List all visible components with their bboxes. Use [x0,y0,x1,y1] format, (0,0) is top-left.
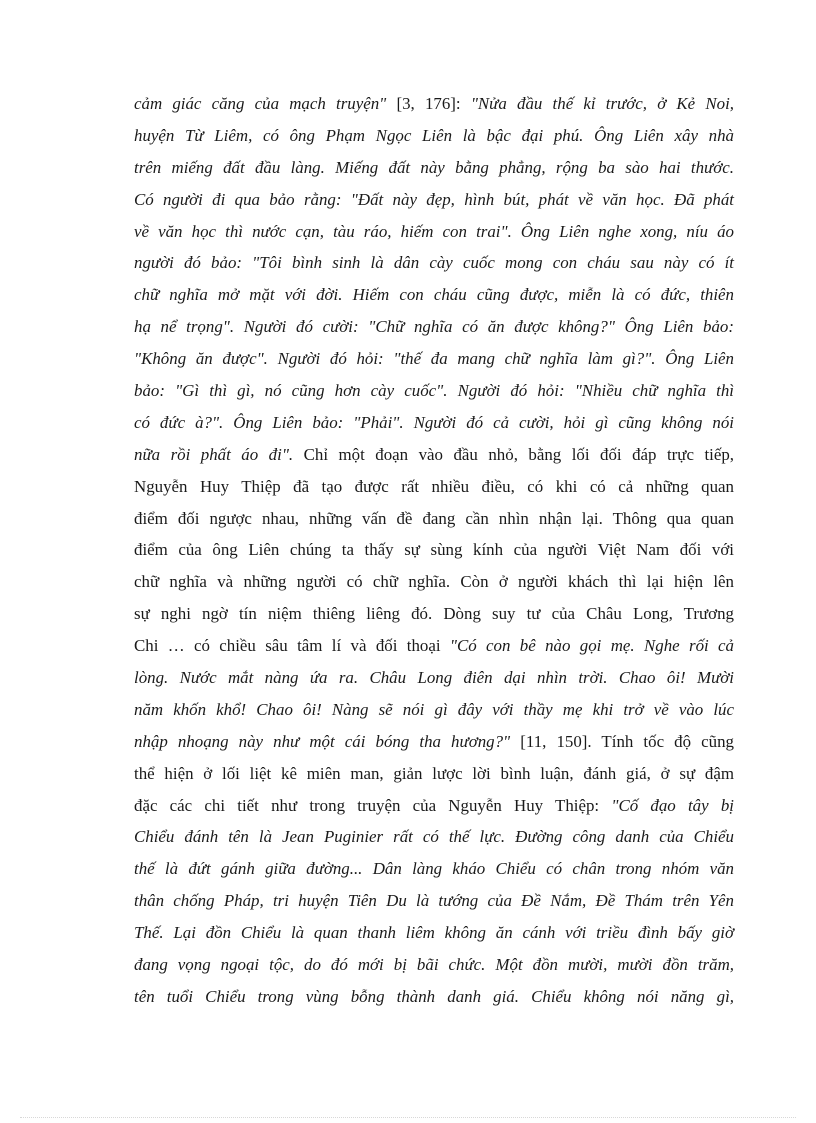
page-bottom-rule [20,1117,796,1118]
body-text-segment: đặc các chi tiết như trong truyện của Nguyễn Huy Thiệp: [134,795,612,815]
italic-quote-segment: Thế. Lại đồn Chiểu là quan thanh liêm không ăn cánh với triều đình bấy giờ [134,923,734,943]
italic-quote-segment: nữa rồi phất áo đi". [134,444,294,464]
italic-quote-segment: năm khốn khổ! Chao ôi! Nàng sẽ nói gì đây với thầy mẹ khi trở về vào lúc [134,699,734,719]
text-line [134,88,734,120]
text-line [134,439,734,471]
italic-quote-segment: người đó bảo: "Tôi bình sinh là dân cày cuốc mong con cháu sau này có ít [134,253,734,273]
text-line [134,343,734,375]
text-line [134,853,734,885]
italic-quote-segment: đang vọng ngoại tộc, do đó mới bị bãi chức. Một đồn mười, mười đồn trăm, [134,955,734,975]
text-line [134,726,734,758]
text-line [134,152,734,184]
text-line [134,694,734,726]
italic-quote-segment: về văn học thì nước cạn, tàu ráo, hiếm con trai". Ông Liên nghe xong, níu áo [134,221,734,241]
italic-quote-segment: "Không ăn được". Người đó hỏi: "thế đa mang chữ nghĩa làm gì?". Ông Liên [134,349,734,369]
body-text [134,88,734,1013]
text-line [134,885,734,917]
text-line [134,247,734,279]
text-line [134,311,734,343]
text-line [134,790,734,822]
body-text-segment: [3, 176]: [386,94,471,113]
italic-quote-segment: "Cố đạo tây bị [611,795,734,815]
italic-quote-segment: có đức à?". Ông Liên bảo: "Phải". Người đó cả cười, hỏi gì cũng không nói [134,412,734,432]
italic-quote-segment: lòng. Nước mắt nàng ứa ra. Châu Long điên dại nhìn trời. Chao ôi! Mười [134,668,734,688]
italic-quote-segment: tên tuổi Chiểu trong vùng bỗng thành danh giá. Chiểu không nói năng gì, [134,986,734,1006]
italic-quote-segment: bảo: "Gì thì gì, nó cũng hơn cày cuốc". Người đó hỏi: "Nhiều chữ nghĩa thì [134,381,734,401]
text-line [134,471,734,503]
text-line [134,566,734,598]
body-text-segment: Nguyễn Huy Thiệp đã tạo được rất nhiều điều, có khi có cả những quan [134,476,734,496]
italic-quote-segment: chữ nghĩa mở mặt với đời. Hiếm con cháu cũng được, miễn là có đức, thiên [134,285,734,305]
body-text-segment: chữ nghĩa và những người có chữ nghĩa. Còn ở người khách thì lại hiện lên [134,572,734,592]
text-line [134,375,734,407]
body-text-segment: Chỉ một đoạn vào đầu nhỏ, bằng lối đối đáp trực tiếp, [293,444,734,464]
body-text-segment: điểm của ông Liên chúng ta thấy sự sùng kính của người Việt Nam đối với [134,540,734,560]
italic-quote-segment: Có người đi qua bảo rằng: "Đất này đẹp, hình bút, phát về văn học. Đã phát [134,189,734,209]
text-line [134,630,734,662]
italic-quote-segment: Chiểu đánh tên là Jean Puginier rất có thế lực. Đường công danh của Chiểu [134,827,734,847]
italic-quote-segment: huyện Từ Liêm, có ông Phạm Ngọc Liên là bậc đại phú. Ông Liên xây nhà [134,125,734,145]
text-line [134,279,734,311]
text-line [134,821,734,853]
body-text-segment: sự nghi ngờ tín niệm thiêng liêng đó. Dòng suy tư của Châu Long, Trương [134,604,734,624]
text-line [134,917,734,949]
text-line [134,503,734,535]
body-text-segment: [11, 150]. Tính tốc độ cũng [510,731,734,751]
body-text-segment: thể hiện ở lối liệt kê miên man, giản lược lời bình luận, đánh giá, ở sự đậm [134,763,734,783]
body-text-segment: điểm đối ngược nhau, những vấn đề đang cần nhìn nhận lại. Thông qua quan [134,508,734,528]
text-line [134,598,734,630]
italic-quote-segment: trên miếng đất đầu làng. Miếng đất này bằng phẳng, rộng ba sào hai thước. [134,157,734,177]
italic-quote-segment: nhập nhoạng này như một cái bóng tha hương?" [134,731,511,751]
text-line [134,216,734,248]
text-line [134,534,734,566]
text-line [134,662,734,694]
italic-quote-segment: thế là đứt gánh giữa đường... Dân làng kháo Chiểu có chân trong nhóm văn [134,859,734,879]
text-line [134,981,734,1013]
text-line [134,407,734,439]
italic-quote-segment: cảm giác căng của mạch truyện" [134,94,387,113]
text-line [134,949,734,981]
italic-quote-segment: hạ nể trọng". Người đó cười: "Chữ nghĩa có ăn được không?" Ông Liên bảo: [134,317,734,337]
text-line [134,184,734,216]
italic-quote-segment: "Có con bê nào gọi mẹ. Nghe rối cả [449,636,734,656]
body-text-segment: Chi … có chiều sâu tâm lí và đối thoại [134,636,450,656]
italic-quote-segment: "Nửa đầu thế kỉ trước, ở Kẻ Noi, [470,94,734,113]
text-line [134,758,734,790]
italic-quote-segment: thân chống Pháp, tri huyện Tiên Du là tướng của Đề Nắm, Đề Thám trên Yên [134,891,734,911]
text-line [134,120,734,152]
